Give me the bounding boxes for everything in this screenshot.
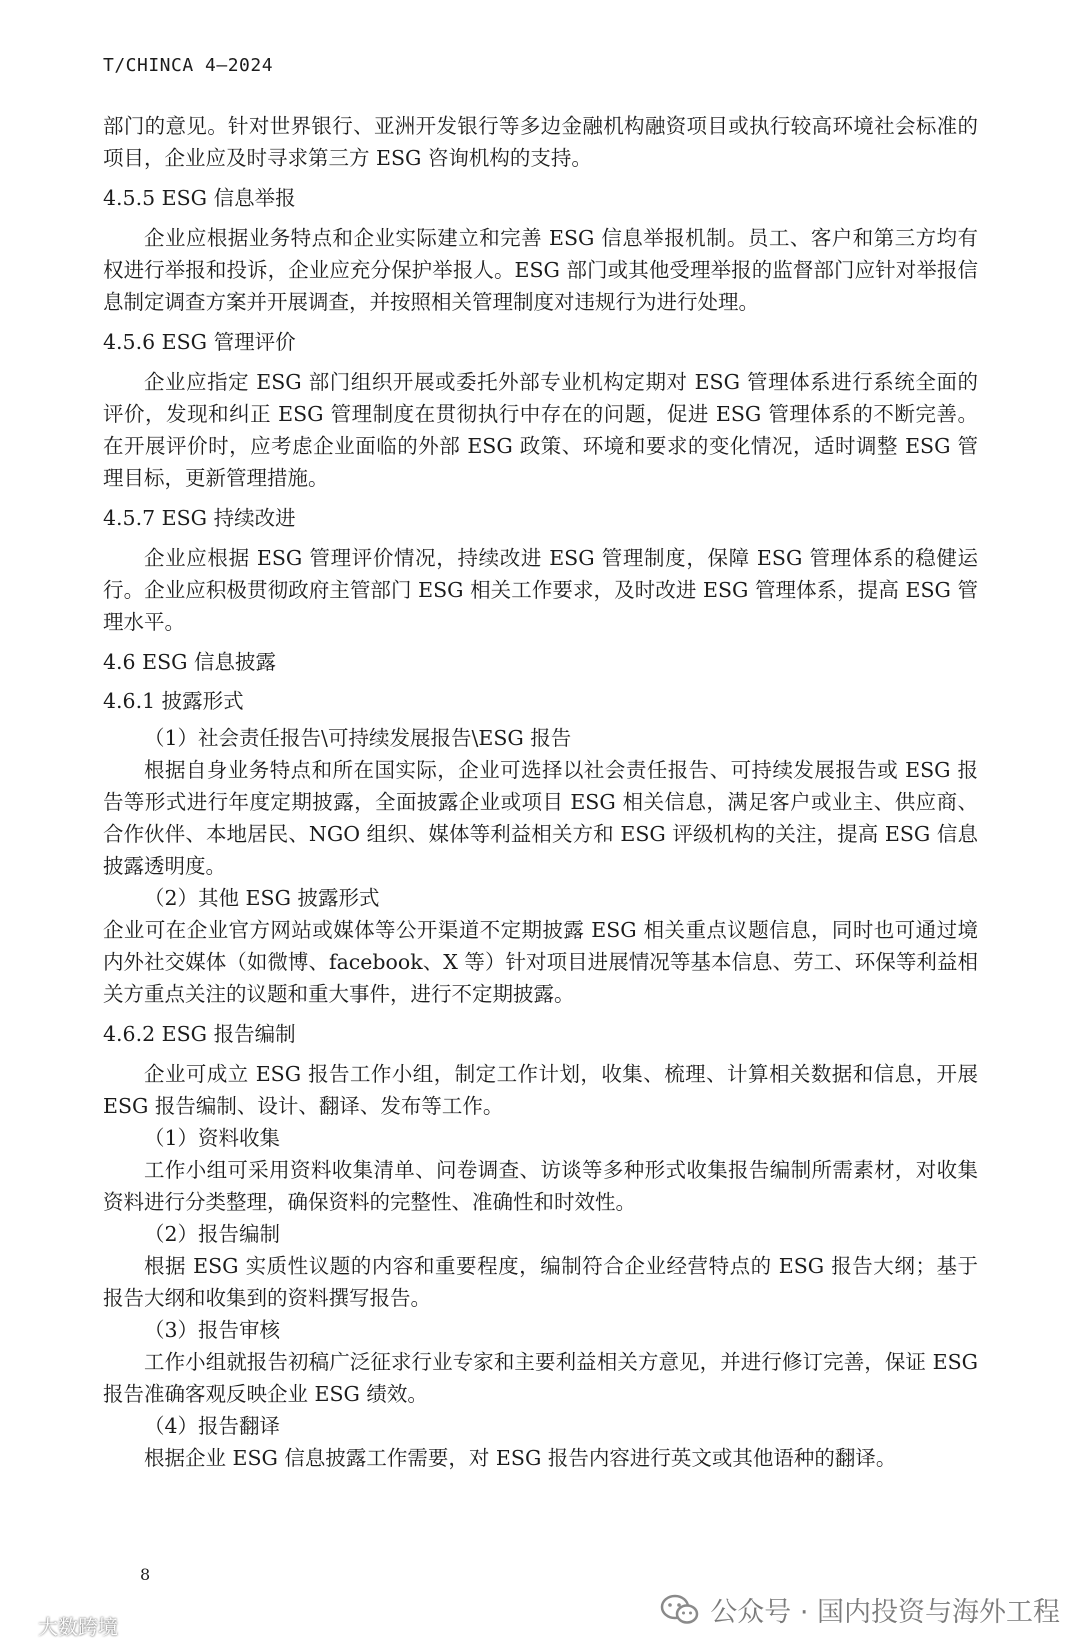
paragraph-4-5-5: 企业应根据业务特点和企业实际建立和完善 ESG 信息举报机制。员工、客户和第三方均有权进行举报和投诉，企业应充分保护举报人。ESG 部门或其他受理举报的监督部门应针对举报信息制定调查方案并开展调查，并按照相关管理制度对违规行为进行处理。 — [103, 226, 978, 314]
document-code-header: T/CHINCA 4—2024 — [103, 55, 274, 76]
paragraph-continued: 部门的意见。针对世界银行、亚洲开发银行等多边金融机构融资项目或执行较高环境社会标准的项目，企业应及时寻求第三方 ESG 咨询机构的支持。 — [103, 114, 978, 170]
watermark-right-text: 公众号 · 国内投资与海外工程 — [710, 1597, 1060, 1628]
watermark-left — [8, 1611, 118, 1640]
page-number: 8 — [140, 1565, 151, 1584]
section-heading-4-5-5: 4.5.5 ESG 信息举报 — [103, 186, 296, 210]
subheading-4-6-2-2: （2）报告编制 — [144, 1222, 281, 1246]
subheading-4-6-2-3: （3）报告审核 — [144, 1318, 281, 1342]
paragraph-4-6-1-1: 根据自身业务特点和所在国实际，企业可选择以社会责任报告、可持续发展报告或 ESG 报告等形式进行年度定期披露，全面披露企业或项目 ESG 相关信息，满足客户或业主、供应商、合作伙伴、本地居民、NGO 组织、媒体等利益相关方和 ESG 评级机构的关注，提高 ESG 信息披露透明度。 — [103, 758, 978, 878]
section-heading-4-6-1: 4.6.1 披露形式 — [103, 689, 244, 713]
subheading-4-6-1-1: （1）社会责任报告\可持续发展报告\ESG 报告 — [144, 726, 572, 750]
subheading-4-6-2-4: （4）报告翻译 — [144, 1414, 281, 1438]
paragraph-4-5-7: 企业应根据 ESG 管理评价情况，持续改进 ESG 管理制度，保障 ESG 管理体系的稳健运行。企业应积极贯彻政府主管部门 ESG 相关工作要求，及时改进 ESG 管理体系，提高 ESG 管理水平。 — [103, 546, 978, 634]
watermark-left-text: 大数跨境 — [38, 1615, 118, 1639]
watermark-right — [660, 1590, 1060, 1629]
weibo-icon — [8, 1615, 34, 1637]
paragraph-4-6-2-2: 根据 ESG 实质性议题的内容和重要程度，编制符合企业经营特点的 ESG 报告大纲；基于报告大纲和收集到的资料撰写报告。 — [103, 1254, 978, 1310]
subheading-4-6-2-1: （1）资料收集 — [144, 1126, 281, 1150]
paragraph-4-6-1-2: 企业可在企业官方网站或媒体等公开渠道不定期披露 ESG 相关重点议题信息，同时也可通过境内外社交媒体（如微博、facebook、X 等）针对项目进展情况等基本信息、劳工、环保等利益相关方重点关注的议题和重大事件，进行不定期披露。 — [103, 918, 978, 1006]
wechat-icon — [660, 1594, 700, 1626]
paragraph-4-6-2: 企业可成立 ESG 报告工作小组，制定工作计划，收集、梳理、计算相关数据和信息，开展 ESG 报告编制、设计、翻译、发布等工作。 — [103, 1062, 978, 1118]
paragraph-4-6-2-1: 工作小组可采用资料收集清单、问卷调查、访谈等多种形式收集报告编制所需素材，对收集资料进行分类整理，确保资料的完整性、准确性和时效性。 — [103, 1158, 978, 1214]
section-heading-4-5-7: 4.5.7 ESG 持续改进 — [103, 506, 296, 530]
section-heading-4-6-2: 4.6.2 ESG 报告编制 — [103, 1022, 296, 1046]
paragraph-4-6-2-3: 工作小组就报告初稿广泛征求行业专家和主要利益相关方意见，并进行修订完善，保证 ESG 报告准确客观反映企业 ESG 绩效。 — [103, 1350, 978, 1406]
subheading-4-6-1-2: （2）其他 ESG 披露形式 — [144, 886, 380, 910]
paragraph-4-5-6: 企业应指定 ESG 部门组织开展或委托外部专业机构定期对 ESG 管理体系进行系统全面的评价，发现和纠正 ESG 管理制度在贯彻执行中存在的问题，促进 ESG 管理体系的不断完善。在开展评价时，应考虑企业面临的外部 ESG 政策、环境和要求的变化情况，适时调整 ESG 管理目标，更新管理措施。 — [103, 370, 978, 490]
section-heading-4-6: 4.6 ESG 信息披露 — [103, 650, 277, 674]
paragraph-4-6-2-4: 根据企业 ESG 信息披露工作需要，对 ESG 报告内容进行英文或其他语种的翻译。 — [144, 1446, 897, 1470]
section-heading-4-5-6: 4.5.6 ESG 管理评价 — [103, 330, 296, 354]
document-body — [103, 110, 978, 1474]
